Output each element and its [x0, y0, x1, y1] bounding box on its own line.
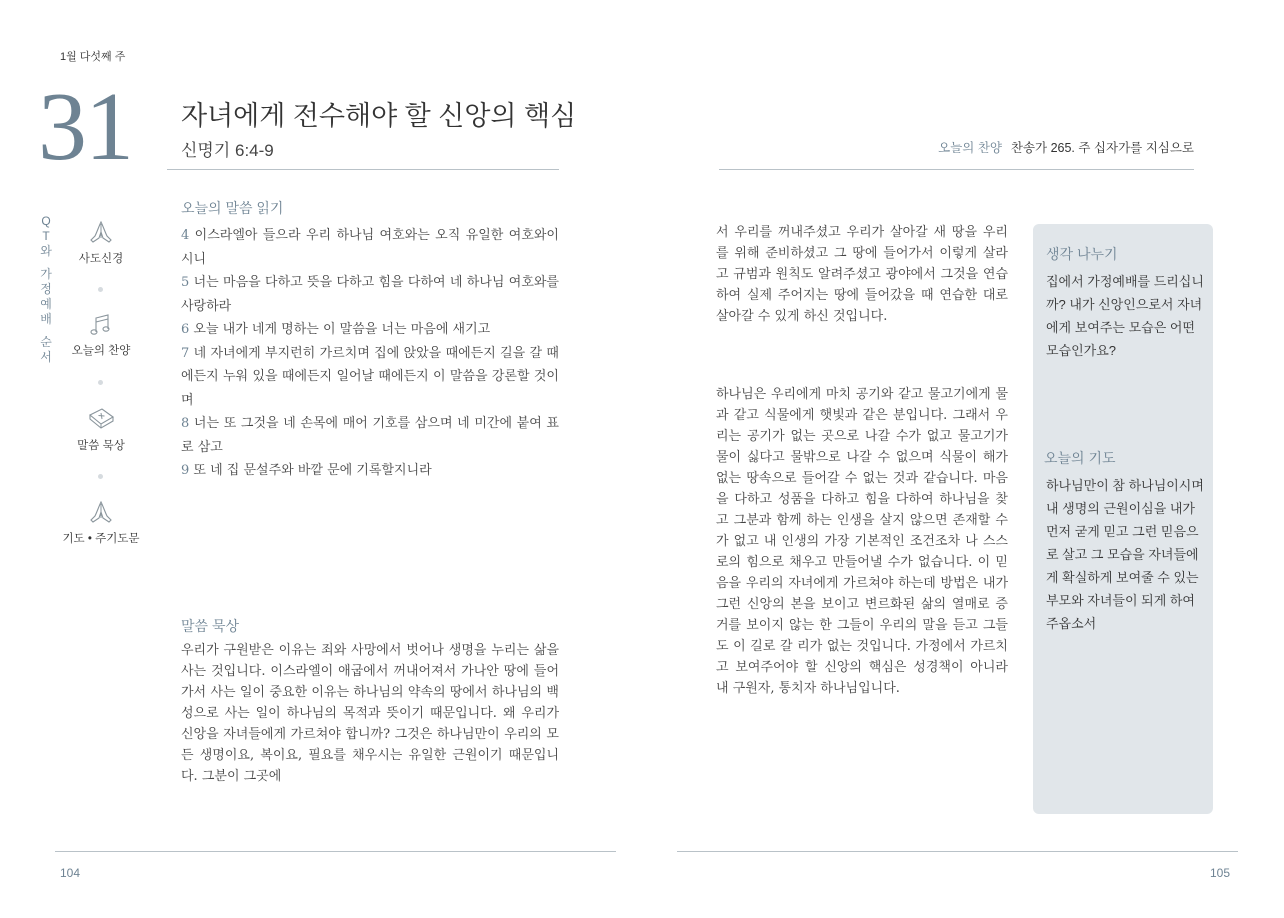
- order-separator-dot: [98, 287, 103, 292]
- verse: 6 오늘 내가 네게 명하는 이 말씀을 너는 마음에 새기고: [181, 322, 491, 337]
- music-note-icon: [88, 312, 114, 338]
- meditation-text: 우리가 구원받은 이유는 죄와 사망에서 벗어나 생명을 누리는 삶을 사는 것입니다. 이스라엘이 애굽에서 꺼내어져서 가나안 땅에 들어가서 사는 일이 중요한 이유는 하나님의 약속의 땅에서 하나님의 백성으로 사는 일이 하나님의 목적과 뜻이기 때문입니다. 왜 우리가 신앙을 자녀들에게 가르쳐야 합니까? 그것은 하나님만이 우리의 모든 생명이요, 복이요, 필요를 채우시는 유일한 근원이기 때문입니다. 그분이 그곳에: [181, 643, 559, 784]
- sharing-text: 집에서 가정예배를 드리십니까? 내가 신앙인으로서 자녀에게 보여주는 모습은 어떤 모습인가요?: [1046, 274, 1204, 358]
- praying-hands-icon: [87, 220, 115, 246]
- scripture-reference: 신명기 6:4-9: [181, 141, 274, 160]
- page-number-left: 104: [60, 866, 81, 880]
- order-separator-dot: [98, 474, 103, 479]
- prayer-text: 하나님만이 참 하나님이시며 내 생명의 근원이심을 내가 먼저 굳게 믿고 그런 믿음으로 살고 그 모습을 자녀들에게 확실하게 보여줄 수 있는 부모와 자녀들이 되게 하여 주옵소서: [1046, 478, 1204, 631]
- title-divider: [167, 169, 559, 170]
- order-item-prayer: 기도 • 주기도문: [46, 500, 156, 546]
- day-number: 31: [38, 73, 132, 181]
- footer-divider-right: [677, 851, 1238, 852]
- week-label: 1월 다섯째 주: [60, 51, 126, 63]
- verse: 7 네 자녀에게 부지런히 가르치며 집에 앉았을 때에든지 길을 갈 때에든지 누워 있을 때에든지 일어날 때에든지 이 말씀을 강론할 것이며: [181, 345, 559, 408]
- qt-order-vertical-label: Q T 와 가 정 예 배 순 서: [40, 214, 52, 364]
- meditation-continued-paragraph: 하나님은 우리에게 마치 공기와 같고 물고기에게 물과 같고 식물에게 햇빛과 같은 분입니다. 그래서 우리는 공기가 없는 곳으로 나갈 수가 없고 물고기가 물이 싫다고 물밖으로 나갈 수 없으며 식물이 해가 없는 땅속으로 들어갈 수 없는 것과 같습니다. 마음을 다하고 성품을 다하고 힘을 다하여 하나님을 찾고 그분과 함께 하는 인생을 살지 않으면 존재할 수가 없고 내 인생의 가장 기본적인 조건조차 나 스스로의 힘으로 채우고 만들어낼 수가 없습니다. 이 믿음을 우리의 자녀에게 가르쳐야 하는데 방법은 내가 그런 신앙의 본을 보이고 변르화된 삶의 열매로 증거를 보이지 않는 한 그들이 우리의 말을 듣고 그들도 이 길로 갈 리가 없는 것입니다. 가정에서 가르치고 보여주어야 할 신앙의 핵심은 성경책이 아니라 내 구원자, 통치자 하나님입니다.: [716, 387, 1008, 696]
- meditation-heading: 말씀 묵상: [181, 618, 239, 634]
- verse: 9 또 네 집 문설주와 바깥 문에 기록할지니라: [181, 463, 432, 478]
- prayer-heading: 오늘의 기도: [1044, 450, 1116, 466]
- verse: 8 너는 또 그것을 네 손목에 매어 기호를 삼으며 네 미간에 붙여 표로 삼고: [181, 416, 559, 455]
- order-item-hymn: 오늘의 찬양: [46, 312, 156, 358]
- order-item-apostles-creed: 사도신경: [46, 220, 156, 266]
- hymn-divider: [719, 169, 1194, 170]
- bible-book-icon: [86, 405, 116, 433]
- verse: 5 너는 마음을 다하고 뜻을 다하고 힘을 다하여 네 하나님 여호와를 사랑하라: [181, 275, 559, 314]
- hymn-line: [820, 138, 1194, 157]
- order-separator-dot: [98, 380, 103, 385]
- sharing-heading: 생각 나누기: [1046, 246, 1118, 262]
- scripture-verses: [181, 224, 559, 483]
- hymn-label: 오늘의 찬양: [938, 141, 1002, 155]
- footer-divider-left: [55, 851, 616, 852]
- page-title: 자녀에게 전수해야 할 신앙의 핵심: [181, 101, 577, 131]
- hymn-title: 찬송가 265. 주 십자가를 지심으로: [1010, 141, 1194, 155]
- verse: 4 이스라엘아 들으라 우리 하나님 여호와는 오직 유일한 여호와이시니: [181, 228, 559, 267]
- meditation-continued-paragraph: 서 우리를 꺼내주셨고 우리가 살아갈 새 땅을 우리를 위해 준비하셨고 그 땅에 들어가서 이렇게 살라고 규범과 원칙도 알려주셨고 광야에서 그것을 연습하여 실제 주어지는 땅에 들어갔을 때 연습한 대로 살아갈 수 있게 하신 것입니다.: [716, 225, 1008, 324]
- praying-hands-icon: [87, 500, 115, 526]
- page-number-right: 105: [1210, 866, 1231, 880]
- order-item-meditation: 말씀 묵상: [46, 405, 156, 453]
- reading-heading: 오늘의 말씀 읽기: [181, 200, 284, 216]
